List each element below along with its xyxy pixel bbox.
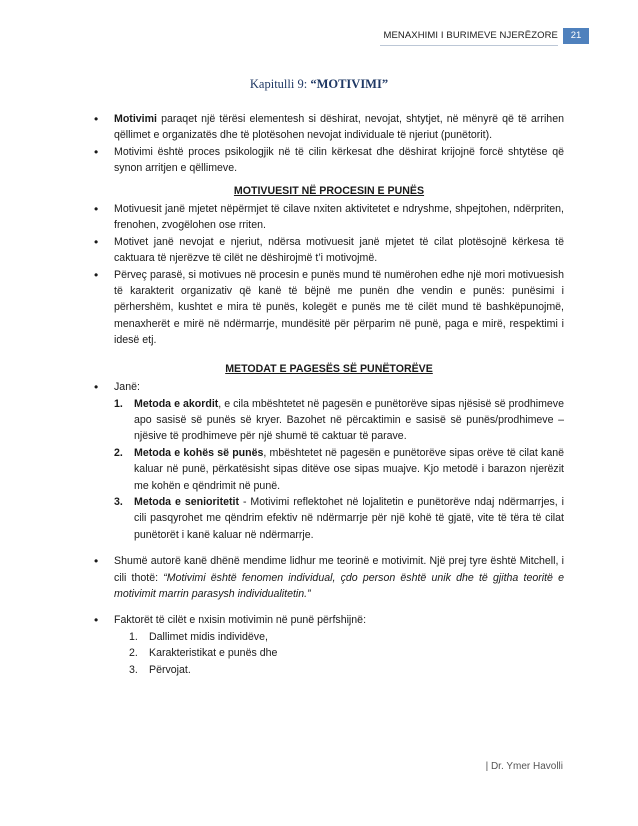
factor-number: 3. <box>129 663 138 676</box>
section-heading: METODAT E PAGESËS SË PUNËTORËVE <box>225 362 433 375</box>
factor-number: 1. <box>129 630 138 643</box>
factors-sublist <box>94 629 564 678</box>
chapter-title <box>0 77 638 92</box>
intro-list <box>94 111 564 177</box>
payment-list <box>94 379 564 395</box>
factor-number: 2. <box>129 647 138 660</box>
list-item <box>94 612 564 628</box>
factor-text: Dallimet midis individëve, <box>149 630 268 643</box>
list-item: • Motivuesit janë mjetet nëpërmjet të cilave nxiten aktivitetet e ndryshme, shpejtohen, ndërpriten, frenohen, zvogëlohen ose rriten. <box>94 201 564 234</box>
intro-text: Motivimi është proces psikologjik në të cilin kërkesat dhe dëshirat krijojnë forcë shtytëse që synon arritjen e qëllimeve. <box>114 145 564 175</box>
factor-text: Përvojat. <box>149 663 191 676</box>
intro-item <box>94 111 564 144</box>
method-name: Metoda e akordit <box>134 397 219 410</box>
method-number: 2. <box>114 446 123 459</box>
method-text: , e cila mbështetet në pagesën e punëtorëve sipas njësisë së prodhimeve apo sasisë së punës së kryer. Bazohet në përcaktimin e sasisë së punës/prodhimeve – njësive të prodhimeve për një shumë të caktuar të parave. <box>134 397 564 443</box>
intro-term: Motivimi <box>114 113 157 125</box>
page-number-badge: 21 <box>563 28 589 44</box>
method-text: - Motivimi reflektohet në lojalitetin e punëtorëve ndaj ndërmarrjes, i cili pasqyrohet me qëndrim efektiv në ndërmarrje për një kohë të gjatë, vite të tëra të cilat punëtorët i kanë kaluar në ndërmarrje. <box>134 495 564 541</box>
factors-list <box>94 612 564 628</box>
factor-item <box>94 629 564 645</box>
list-item <box>94 553 564 602</box>
method-item <box>94 494 564 543</box>
factor-item <box>94 662 564 678</box>
quote-list <box>94 553 564 602</box>
method-item <box>94 396 564 445</box>
page-footer: | Dr. Ymer Havolli <box>485 761 563 772</box>
method-number: 1. <box>114 397 123 410</box>
factors-lead: Faktorët të cilët e nxisin motivimin në punë përfshijnë: <box>114 614 367 627</box>
method-name: Metoda e senioritetit <box>134 495 240 508</box>
method-number: 3. <box>114 495 123 508</box>
factor-text: Karakteristikat e punës dhe <box>149 647 278 660</box>
motivators-list <box>94 201 564 349</box>
quote-text: “Motivimi është fenomen individual, çdo person është unik dhe të gjitha teoritë e motivimit marrin parasysh individualitetin.” <box>114 571 565 600</box>
lead-text: Janë: <box>114 381 140 394</box>
intro-text: paraqet një tërësi elementesh si dëshirat, nevojat, shtytjet, në mënyrë që të arrihen qëllimet e organizatës dhe të plotësohen nevojat individuale të njeriut (punëtorit). <box>114 113 564 142</box>
quote-lead: Shumë autorë kanë dhënë mendime lidhur me teorinë e motivimit. Një prej tyre është Mitchell, i cili thotë: <box>114 555 564 584</box>
factor-item <box>94 645 564 661</box>
page-header <box>0 30 638 44</box>
running-title: MENAXHIMI I BURIMEVE NJERËZORE <box>383 30 558 41</box>
method-text: , mbështetet në pagesën e punëtorëve sipas orëve të cilat kanë kaluar në punë, përkatësisht sipas ditëve ose sipas muajve. Kjo metodë i barazon njerëzit me kohën e qëndrimit në punë. <box>134 446 564 492</box>
header-rule <box>380 45 558 46</box>
intro-item <box>94 144 564 177</box>
method-name: Metoda e kohës së punës <box>134 446 264 459</box>
page-content <box>94 111 564 678</box>
chapter-prefix: Kapitulli 9: <box>249 77 311 91</box>
chapter-name: “MOTIVIMI” <box>310 77 389 91</box>
payment-methods <box>94 396 564 544</box>
list-item: • Motivet janë nevojat e njeriut, ndërsa motivuesit janë mjetet të cilat plotësojnë kërkesa të caktuara të njerëzve të cilët ne dëshirojmë t’i motivojmë. <box>94 234 564 267</box>
section-heading: MOTIVUESIT NË PROCESIN E PUNËS <box>233 184 425 197</box>
method-item <box>94 445 564 494</box>
list-item <box>94 379 564 395</box>
list-item: • Përveç parasë, si motivues në procesin e punës mund të numërohen edhe një mori motivuesish të karakterit organizativ që kanë të bëjnë me punën dhe vendin e punës: punësimi i përhershëm, kushtet e mira të punës, kolegët e punës me të cilët mund të bashkëpunojmë, menaxherët e mirë në ndërmarrje, mundësitë për përparim në punë, paga e mirë, respektimi i idesë etj. <box>94 267 564 349</box>
